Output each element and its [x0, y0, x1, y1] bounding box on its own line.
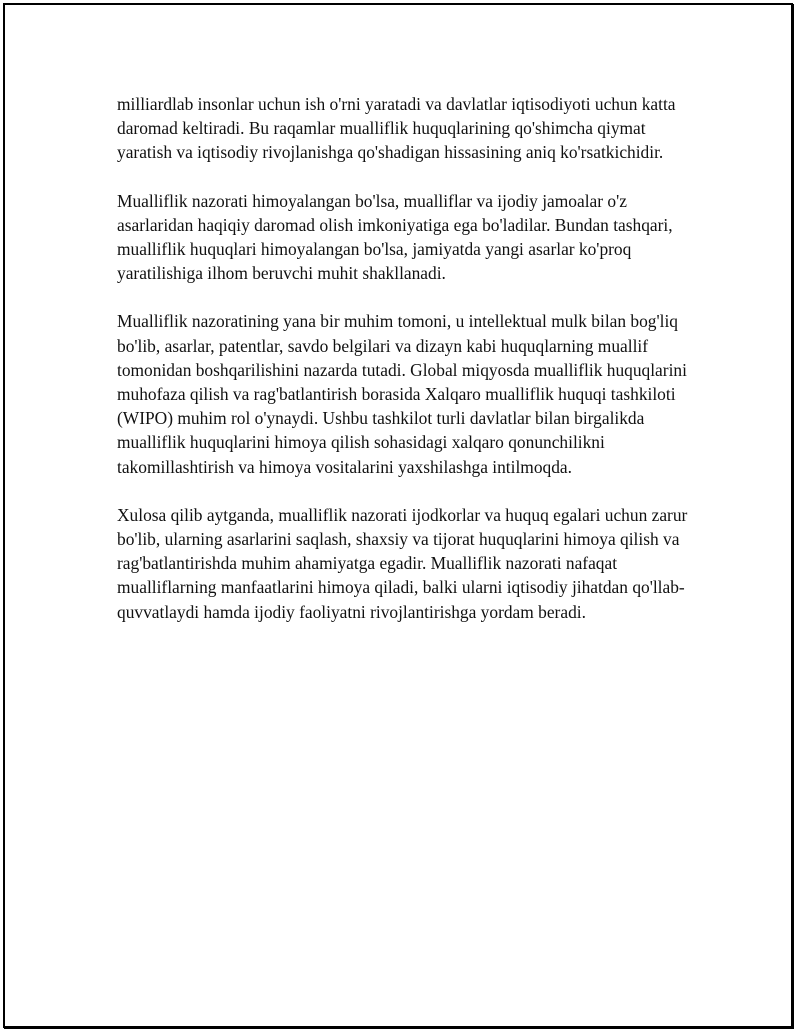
paragraph-2: Mualliflik nazorati himoyalangan bo'lsa, mualliflar va ijodiy jamoalar o'z asarlaridan haqiqiy daromad olish imkoniyatiga ega bo'ladilar. Bundan tashqari, mualliflik huquqlari himoyalangan bo'lsa, jamiyatda yangi asarlar ko'proq yaratilishiga ilhom beruvchi muhit shakllanadi. — [117, 190, 673, 284]
paragraph-1: milliardlab insonlar uchun ish o'rni yaratadi va davlatlar iqtisodiyoti uchun katta daromad keltiradi. Bu raqamlar mualliflik huquqlarining qo'shimcha qiymat yaratish va iqtisodiy rivojlanishga qo'shadigan hissasining aniq ko'rsatkichidir. — [117, 94, 676, 163]
paragraph-4: Xulosa qilib aytganda, mualliflik nazorati ijodkorlar va huquq egalari uchun zarur bo'lib, ularning asarlarini saqlash, shaxsiy va tijorat huquqlarini himoya qilish va rag'batlantirishda muhim ahamiyatga egadir. Mualliflik nazorati nafaqat mualliflarning manfaatlarini himoya qiladi, balki ularni iqtisodiy jihatdan qo'llab-quvvatlaydi hamda ijodiy faoliyatni rivojlantirishga yordam beradi. — [117, 504, 688, 622]
document-body — [117, 92, 697, 648]
paragraph-3: Mualliflik nazoratining yana bir muhim tomoni, u intellektual mulk bilan bog'liq bo'lib, asarlar, patentlar, savdo belgilari va dizayn kabi huquqlarning muallif tomonidan boshqarilishini nazarda tutadi. Global miqyosda mualliflik huquqlarini muhofaza qilish va rag'batlantirish borasida Xalqaro mualliflik huquqi tashkiloti (WIPO) muhim rol o'ynaydi. Ushbu tashkilot turli davlatlar bilan birgalikda mualliflik huquqlarini himoya qilish sohasidagi xalqaro qonunchilikni takomillashtirish va himoya vositalarini yaxshilashga intilmoqda. — [117, 311, 687, 477]
